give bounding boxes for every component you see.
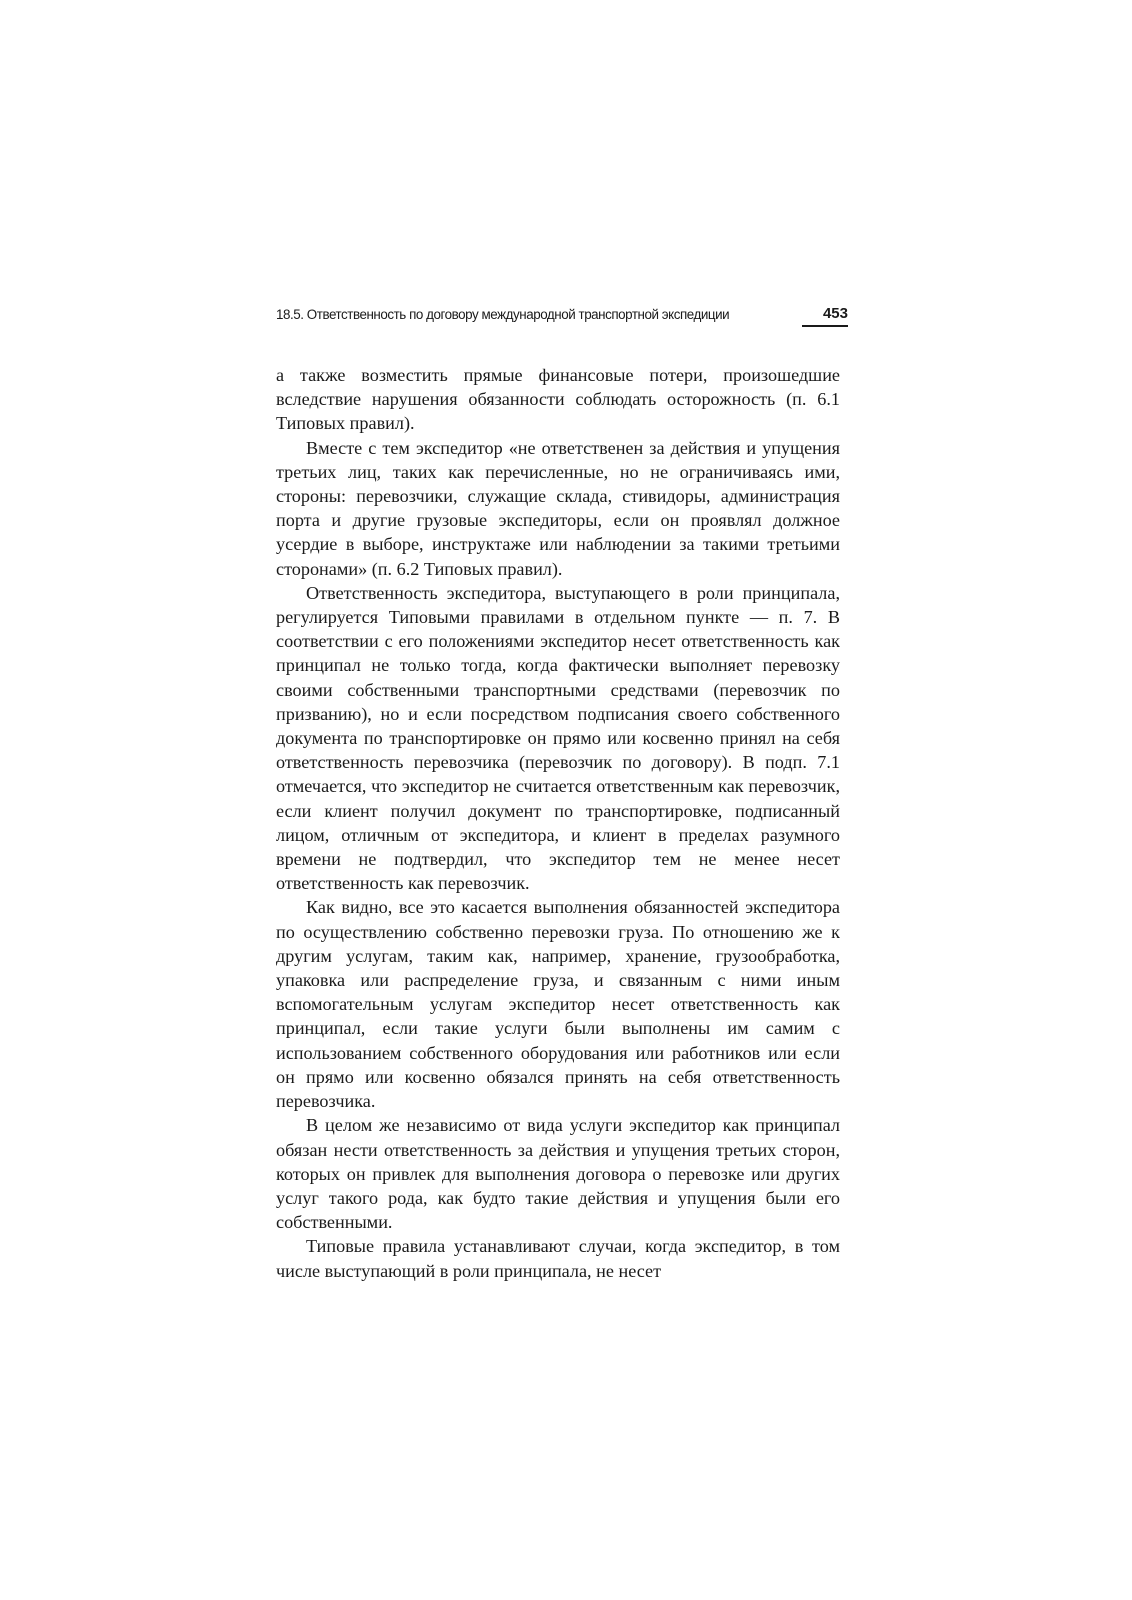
paragraph-1: а также возместить прямые финансовые потери, произошедшие вследствие нарушения обязанности соблюдать осторожность (п. 6.1 Типовых правил).: [276, 365, 840, 434]
running-header: [276, 305, 856, 329]
paragraph-6: Типовые правила устанавливают случаи, когда экспедитор, в том числе выступающий в роли принципала, не несет: [276, 1236, 840, 1281]
header-rule: [802, 325, 848, 327]
running-title: 18.5. Ответственность по договору международной транспортной экспедиции: [276, 307, 730, 322]
book-page: [276, 305, 856, 1283]
paragraph-5: В целом же независимо от вида услуги экспедитор как принципал обязан нести ответственность за действия и упущения третьих сторон, которых он привлек для выполнения договора о перевозке или других услуг такого рода, как будто такие действия и упущения были его собственными.: [276, 1115, 840, 1233]
paragraph-2: Вместе с тем экспедитор «не ответственен за действия и упущения третьих лиц, таких как перечисленные, но не ограничиваясь ими, стороны: перевозчики, служащие склада, стивидоры, администрация порта и другие грузовые экспедиторы, если он проявлял должное усердие в выборе, инструктаже или наблюдении за такими третьими сторонами» (п. 6.2 Типовых правил).: [276, 437, 840, 579]
paragraph-3: Ответственность экспедитора, выступающего в роли принципала, регулируется Типовыми правилами в отдельном пункте — п. 7. В соответствии с его положениями экспедитор несет ответственность как принципал не только тогда, когда фактически выполняет перевозку своими собственными транспортными средствами (перевозчик по призванию), но и если посредством подписания своего собственного документа по транспортировке он прямо или косвенно принял на себя ответственность перевозчика (перевозчик по договору). В подп. 7.1 отмечается, что экспедитор не считается ответственным как перевозчик, если клиент получил документ по транспортировке, подписанный лицом, отличным от экспедитора, и клиент в пределах разумного времени не подтвердил, что экспедитор тем не менее несет ответственность как перевозчик.: [276, 582, 840, 894]
body-text: [276, 363, 840, 1283]
paragraph-4: Как видно, все это касается выполнения обязанностей экспедитора по осуществлению собственно перевозки груза. По отношению же к другим услугам, таким как, например, хранение, грузообработка, упаковка или распределение груза, и связанным с ними иным вспомогательным услугам экспедитор несет ответственность как принципал, если такие услуги были выполнены им самим с использованием собственного оборудования или работников или если он прямо или косвенно обязался принять на себя ответственность перевозчика.: [276, 897, 840, 1112]
page-number: 453: [822, 305, 848, 322]
